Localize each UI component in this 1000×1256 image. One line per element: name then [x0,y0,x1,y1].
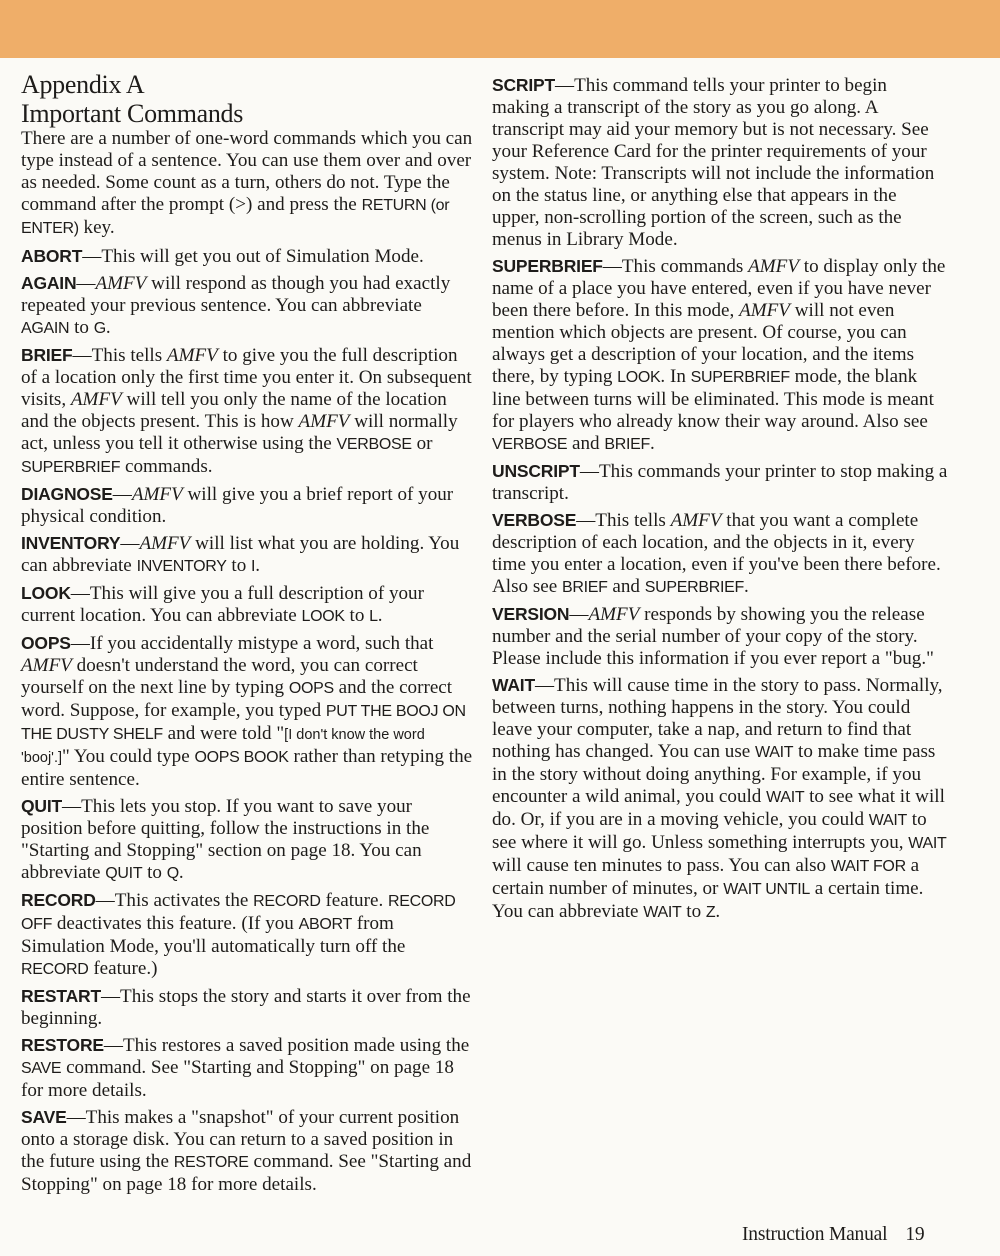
command-literal: I [251,558,256,575]
command-literal: WAIT [766,789,805,806]
body-text: commands. [120,456,213,477]
command-name: RESTART [21,986,101,1006]
body-text: command. See "Starting and Stopping" on page 18 for more details. [21,1057,454,1101]
command-entry-quit [21,795,473,885]
body-text: . [650,433,655,454]
right-column [492,74,948,928]
body-text: will tell you only the name of the location and the objects present. This is how [21,389,447,432]
game-title-abbrev: AMFV [298,411,350,432]
game-title-abbrev: AMFV [21,655,72,676]
page-footer [742,1224,924,1246]
command-name: UNSCRIPT [492,461,580,481]
body-text: to see where it will go. Unless something interrupts you, [492,809,927,853]
body-text: to display only the name of a place you have entered, even if you have never been there before. In this mode, [492,256,946,321]
body-text: feature.) [88,958,158,979]
game-title-abbrev: AMFV [739,300,790,321]
command-literal: BRIEF [562,579,608,596]
body-text: —If you accidentally mistype a word, such that [70,633,434,654]
body-text: —This activates the [95,890,254,911]
body-text: . [744,576,749,597]
body-text: a certain number of minutes, or [492,855,920,899]
body-text: —This will get you out of Simulation Mode. [82,246,424,267]
command-name: AGAIN [21,273,77,293]
game-title-abbrev: AMFV [588,604,640,625]
command-literal: VERBOSE [492,436,568,453]
command-name: INVENTORY [21,533,121,553]
body-text: —This commands your printer to stop making a transcript. [492,461,948,504]
game-title-abbrev: AMFV [131,484,183,505]
game-title-abbrev: AMFV [166,345,218,366]
game-title-abbrev: AMFV [70,389,122,410]
body-text: to [226,555,252,576]
body-text: and [607,576,645,597]
command-literal: LOOK [301,608,345,625]
command-literal: Z [705,904,716,921]
command-entry-superbrief [492,255,948,456]
command-entry-restart [21,985,473,1030]
command-entry-oops [21,632,473,791]
command-name: RECORD [21,890,96,910]
body-text: to [142,862,167,883]
command-name: WAIT [492,675,535,695]
command-name: VERBOSE [492,510,577,530]
command-literal: BRIEF [604,436,651,453]
page-number: 19 [905,1224,925,1245]
body-text: — [120,533,140,554]
game-title-abbrev: AMFV [139,533,191,554]
command-literal: RESTORE [173,1154,249,1171]
command-literal: WAIT [755,744,794,761]
command-name: SAVE [21,1107,67,1127]
command-literal: VERBOSE [336,436,412,453]
command-name: RESTORE [21,1035,104,1055]
command-literal: RETURN (or ENTER) [21,197,450,237]
command-entry-record [21,889,473,981]
body-text: a certain time. You can abbreviate [492,878,924,922]
body-text: . [178,862,184,883]
body-text: will respond as though you had exactly repeated your previous sentence. You can abbreviate [21,273,451,316]
command-name: DIAGNOSE [21,484,113,504]
command-entry-inventory [21,532,473,578]
body-text: — [569,604,589,625]
body-text: will list what you are holding. You can abbreviate [21,533,460,576]
body-text: —This lets you stop. If you want to save your position before quitting, follow the instructions in the "Starting and Stopping" section on page 18. You can abbreviate [21,796,430,883]
body-text: will not even mention which objects are present. Of course, you can always get a description of your location, and the items there, by typing [492,300,915,387]
body-text: There are a number of one-word commands which you can type instead of a sentence. You can use them over and over as needed. Some count as a turn, others do not. Type the command after the prompt (>) and press the [21,128,473,215]
body-text: —This command tells your printer to begin making a transcript of the story as you go along. A transcript may aid your memory but is not necessary. See your Reference Card for the printer requirements of your system. Note: Transcripts will not include the information on the status line, or anything else that appears in the upper, non-scrolling portion of the screen, such as the menus in Library Mode. [492,75,935,250]
body-text: will cause ten minutes to pass. You can also [492,855,831,876]
body-text: and [567,433,605,454]
body-text: doesn't understand the word, you can correct yourself on the next line by typing [21,655,418,698]
body-text: and were told " [162,723,285,744]
command-entry-again [21,272,473,340]
command-literal: OOPS BOOK [194,749,289,766]
command-literal: SUPERBRIEF [690,369,790,386]
intro-paragraph [21,128,473,240]
body-text: to give you the full description of a location only the first time you enter it. On subsequent visits, [21,345,472,410]
body-text: —This restores a saved position made using the [103,1035,470,1056]
command-entry-look [21,582,473,628]
appendix-label: Appendix A [21,70,145,99]
command-name: ABORT [21,246,83,266]
command-entry-restore [21,1034,473,1102]
command-literal: OOPS [288,680,334,697]
body-text: feature. [320,890,388,911]
game-title-abbrev: AMFV [95,273,147,294]
body-text: or [411,433,433,454]
appendix-heading [21,70,473,128]
command-literal: Q [166,865,179,882]
command-literal: WAIT UNTIL [723,881,810,898]
command-name: VERSION [492,604,570,624]
body-text: to make time pass in the story without doing anything. For example, if you encounter a wild animal, you could [492,741,936,807]
game-title-abbrev: AMFV [670,510,722,531]
command-entry-verbose [492,509,948,599]
command-literal: G [93,320,106,337]
command-entry-abort [21,245,473,268]
body-text: will give you a brief report of your physical condition. [21,484,454,527]
body-text: that you want a complete description of each location, and the objects in it, every time you enter a location, even if you've been there before. Also see [492,510,941,597]
body-text: —This commands [602,256,749,277]
command-literal: L [369,608,378,625]
body-text: to [69,317,94,338]
command-entry-brief [21,344,473,479]
command-literal: RECORD [253,893,321,910]
left-command-list [21,245,473,1196]
body-text: deactivates this feature. (If you [52,913,299,934]
body-text: . [377,605,383,626]
body-text: — [76,273,96,294]
command-literal: ABORT [298,916,352,933]
body-text: will normally act, unless you tell it otherwise using the [21,411,458,454]
command-entry-save [21,1106,473,1196]
command-name: SCRIPT [492,75,555,95]
command-name: QUIT [21,796,63,816]
command-name: LOOK [21,583,71,603]
body-text: to [681,901,706,922]
body-text: . [715,901,721,922]
body-text: . In [660,366,691,387]
command-entry-diagnose [21,483,473,528]
left-column [21,70,473,1200]
body-text: command. See "Starting and Stopping" on page 18 for more details. [21,1151,472,1195]
command-entry-script [492,74,948,251]
command-entry-version [492,603,948,670]
body-text: key. [78,217,115,238]
command-entry-wait [492,674,948,924]
right-command-list [492,74,948,924]
game-title-abbrev: AMFV [748,256,800,277]
body-text: —This tells [72,345,167,366]
body-text: — [112,484,132,505]
command-name: BRIEF [21,345,73,365]
command-entry-unscript [492,460,948,505]
body-text: to [344,605,370,626]
body-text: . [255,555,260,576]
command-literal: WAIT [643,904,682,921]
command-literal: LOOK [617,369,661,386]
body-text: and the correct word. Suppose, for example, you typed [21,677,453,721]
command-literal: RECORD OFF [21,893,456,933]
body-text: responds by showing you the release number and the serial number of your copy of the story. Please include this information if you ever report a "bug." [492,604,934,669]
body-text: rather than retyping the entire sentence. [21,746,473,790]
command-literal: INVENTORY [136,558,227,575]
command-literal: WAIT FOR [830,858,906,875]
body-text: —This makes a "snapshot" of your current position onto a storage disk. You can return to a saved position in the future using the [21,1107,460,1172]
body-text: —This tells [576,510,671,531]
command-literal: SAVE [21,1060,62,1077]
body-text: " You could type [62,746,195,767]
command-literal: AGAIN [21,320,70,337]
command-name: OOPS [21,633,71,653]
header-band [0,0,1000,58]
command-name: SUPERBRIEF [492,256,603,276]
body-text: —This will cause time in the story to pass. Normally, between turns, nothing happens in the story. You could leave your computer, take a nap, and return to find that nothing has changed. You can use [492,675,943,762]
body-text: —This will give you a full description of your current location. You can abbreviate [21,583,424,626]
command-literal: SUPERBRIEF [644,579,744,596]
command-literal: RECORD [21,961,89,978]
command-literal: PUT THE BOOJ ON THE DUSTY SHELF [21,703,466,743]
footer-label: Instruction Manual [742,1224,888,1245]
game-response: [I don't know the word 'booj'.] [21,727,425,766]
body-text: from Simulation Mode, you'll automatically turn off the [21,913,406,957]
body-text: . [105,317,111,338]
command-literal: QUIT [105,865,143,882]
body-text: mode, the blank line between turns will be eliminated. This mode is meant for players who already know their way around. Also see [492,366,934,432]
command-literal: WAIT [868,812,907,829]
command-literal: WAIT [908,835,947,852]
body-text: to see what it will do. Or, if you are in a moving vehicle, you could [492,786,945,830]
body-text: —This stops the story and starts it over from the beginning. [21,986,471,1029]
appendix-title: Important Commands [21,99,244,128]
command-literal: SUPERBRIEF [21,459,121,476]
